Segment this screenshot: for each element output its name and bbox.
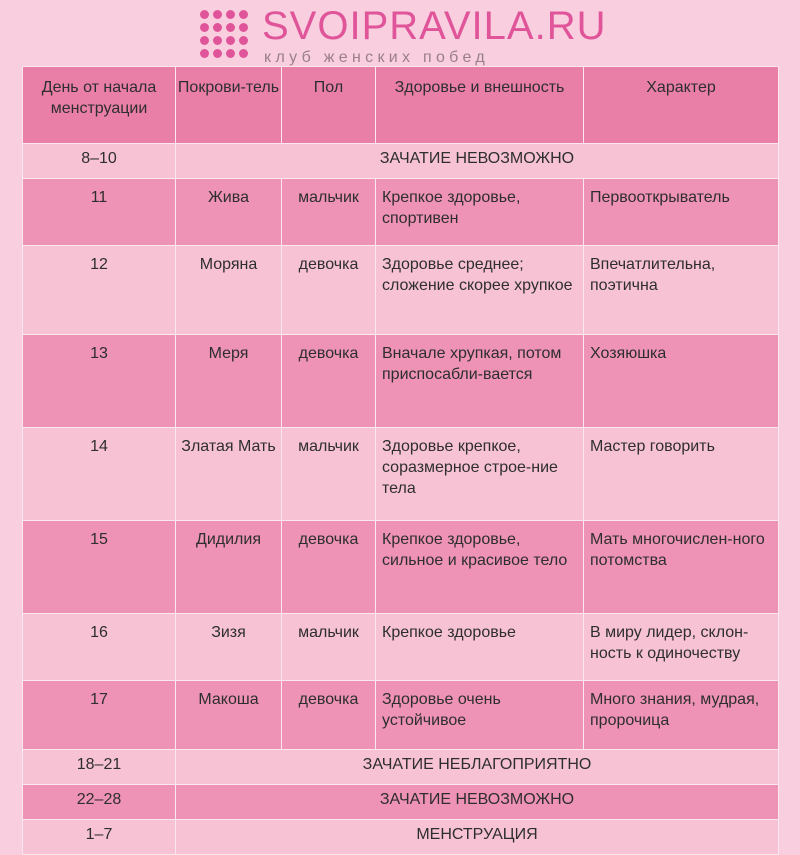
character-cell: Впечатлительна, поэтична	[584, 246, 779, 335]
table-row	[23, 144, 779, 179]
day-cell: 14	[23, 428, 176, 521]
span-cell: МЕНСТРУАЦИЯ	[176, 820, 779, 855]
character-cell: Хозяюшка	[584, 335, 779, 428]
header-health: Здоровье и внешность	[376, 67, 584, 144]
header-patron: Покрови-тель	[176, 67, 282, 144]
sex-cell: девочка	[282, 521, 376, 614]
day-cell: 13	[23, 335, 176, 428]
health-cell: Здоровье очень устойчивое	[376, 681, 584, 750]
conception-table	[22, 66, 779, 855]
health-cell: Здоровье крепкое, соразмерное строе-ние тела	[376, 428, 584, 521]
sex-cell: девочка	[282, 246, 376, 335]
site-logo[interactable]	[200, 6, 620, 66]
day-cell: 16	[23, 614, 176, 681]
logo-title: SVOIPRAVILA.RU	[262, 4, 607, 48]
day-cell: 17	[23, 681, 176, 750]
patron-cell: Жива	[176, 179, 282, 246]
health-cell: Здоровье среднее; сложение скорее хрупкое	[376, 246, 584, 335]
table-row	[23, 681, 779, 750]
logo-dots-icon	[200, 10, 256, 66]
health-cell: Крепкое здоровье, сильное и красивое тело	[376, 521, 584, 614]
span-cell: ЗАЧАТИЕ НЕВОЗМОЖНО	[176, 785, 779, 820]
table-row	[23, 335, 779, 428]
day-cell: 15	[23, 521, 176, 614]
character-cell: Мастер говорить	[584, 428, 779, 521]
patron-cell: Дидилия	[176, 521, 282, 614]
logo-subtitle: клуб женских побед	[264, 49, 489, 66]
table-row	[23, 246, 779, 335]
span-cell: ЗАЧАТИЕ НЕВОЗМОЖНО	[176, 144, 779, 179]
sex-cell: девочка	[282, 681, 376, 750]
character-cell: Мать многочислен-ного потомства	[584, 521, 779, 614]
sex-cell: девочка	[282, 335, 376, 428]
header-day: День от начала менструации	[23, 67, 176, 144]
patron-cell: Меря	[176, 335, 282, 428]
table-row	[23, 521, 779, 614]
sex-cell: мальчик	[282, 614, 376, 681]
character-cell: В миру лидер, склон-ность к одиночеству	[584, 614, 779, 681]
day-cell: 8–10	[23, 144, 176, 179]
patron-cell: Моряна	[176, 246, 282, 335]
table-row	[23, 428, 779, 521]
patron-cell: Зизя	[176, 614, 282, 681]
span-cell: ЗАЧАТИЕ НЕБЛАГОПРИЯТНО	[176, 750, 779, 785]
header-character: Характер	[584, 67, 779, 144]
header-sex: Пол	[282, 67, 376, 144]
table-row	[23, 750, 779, 785]
character-cell: Первооткрыватель	[584, 179, 779, 246]
patron-cell: Макоша	[176, 681, 282, 750]
day-cell: 1–7	[23, 820, 176, 855]
day-cell: 22–28	[23, 785, 176, 820]
character-cell: Много знания, мудрая, пророчица	[584, 681, 779, 750]
table-header-row	[23, 67, 779, 144]
day-cell: 12	[23, 246, 176, 335]
sex-cell: мальчик	[282, 428, 376, 521]
patron-cell: Златая Мать	[176, 428, 282, 521]
day-cell: 11	[23, 179, 176, 246]
table-row	[23, 179, 779, 246]
day-cell: 18–21	[23, 750, 176, 785]
health-cell: Вначале хрупкая, потом приспосабли-вается	[376, 335, 584, 428]
health-cell: Крепкое здоровье	[376, 614, 584, 681]
table-row	[23, 614, 779, 681]
table-row	[23, 785, 779, 820]
sex-cell: мальчик	[282, 179, 376, 246]
table-row	[23, 820, 779, 855]
health-cell: Крепкое здоровье, спортивен	[376, 179, 584, 246]
